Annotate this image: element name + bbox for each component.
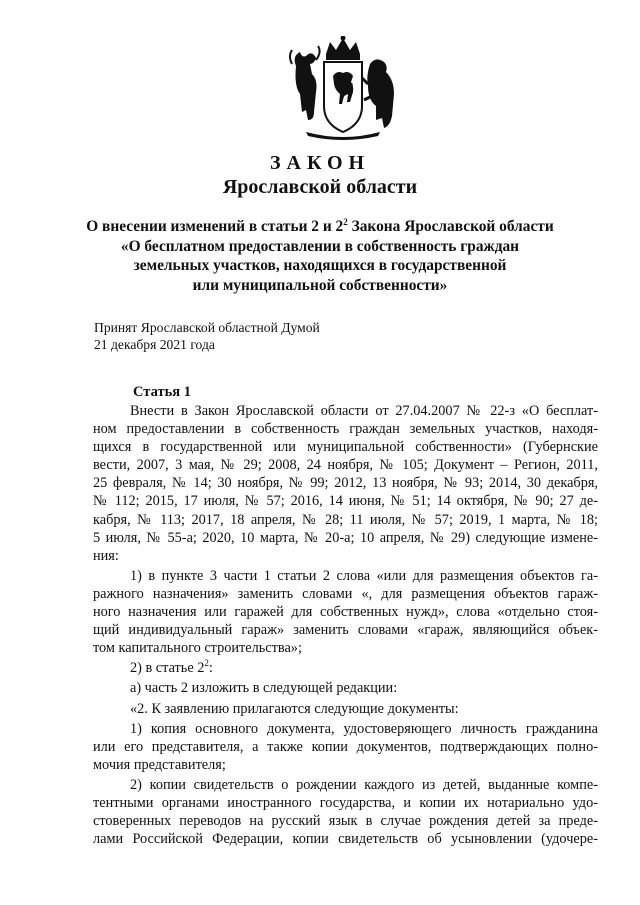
amendment-item-2a: а) часть 2 изложить в следующей редакции: bbox=[130, 680, 398, 697]
text-line: стоверенных переводов на русский язык в случае рождения детей за преде- bbox=[93, 813, 598, 830]
text-line: 1) в пункте 3 части 1 статьи 2 слова «или для размещения объектов га- bbox=[130, 567, 598, 584]
text-line: ном предоставлении в собственность граждан земельных участков, находя- bbox=[93, 421, 598, 438]
law-name-line1: О внесении изменений в статьи 2 и $2^2$ Закона Ярославской области bbox=[86, 217, 554, 235]
article-heading: Статья 1 bbox=[133, 384, 191, 400]
text-line: Внести в Закон Ярославской области от 27.04.2007 № 22-з «О бесплат- bbox=[130, 403, 598, 419]
text-line: щий индивидуальный гараж» заменить словами «гараж, являющийся объек- bbox=[93, 622, 598, 639]
text-line: ного назначения или гаражей для собственных нужд», слова «отдельно стоя- bbox=[93, 604, 598, 621]
coat-of-arms-emblem bbox=[286, 36, 400, 140]
law-name-line2: «О бесплатном предоставлении в собственность граждан bbox=[120, 237, 520, 255]
text-line: кабря, № 113; 2017, 18 апреля, № 28; 11 июля, № 57; 2019, 1 марта, № 18; bbox=[93, 511, 598, 528]
article-intro-paragraph bbox=[93, 402, 598, 565]
law-name-line4: или муниципальной собственности» bbox=[192, 276, 448, 294]
text-line: 25 февраля, № 14; 30 ноября, № 99; 2012, 13 ноября, № 93; 2014, 30 декабря, bbox=[93, 475, 598, 492]
text-line: 1) копия основного документа, удостоверяющего личность гражданина bbox=[130, 720, 598, 737]
text-line: 2) копии свидетельств о рождении каждого из детей, выданные компе- bbox=[130, 776, 598, 793]
law-title: ЗАКОН bbox=[269, 152, 371, 174]
text-line: лами Российской Федерации, копии свидетельств об усыновлении (удочере- bbox=[93, 831, 598, 848]
text-line: ражного назначения» заменить словами «, для размещения объектов гараж- bbox=[93, 585, 598, 602]
quoted-part-2: «2. К заявлению прилагаются следующие документы: bbox=[130, 700, 459, 717]
law-name-line3: земельных участков, находящихся в государственной bbox=[133, 257, 507, 274]
adoption-info bbox=[94, 319, 320, 353]
law-name bbox=[60, 217, 580, 295]
adoption-body: Принят Ярославской областной Думой bbox=[94, 320, 320, 335]
document-item-1 bbox=[93, 720, 598, 774]
text-line: 5 июля, № 55-а; 2020, 10 марта, № 20-а; 10 апреля, № 29) следующие измене- bbox=[93, 529, 598, 546]
text-line: том капитального строительства»; bbox=[93, 640, 302, 657]
text-line: щихся в государственной или муниципальной собственности» (Губернские bbox=[93, 439, 598, 456]
text-line: или его представителя, а также копии документов, подтверждающих полно- bbox=[93, 738, 598, 755]
text-line: мочия представителя; bbox=[93, 756, 226, 773]
amendment-item-2: 2) в статье $2^2$: bbox=[130, 658, 213, 677]
article-body bbox=[93, 402, 598, 848]
text-line: тентными органами иностранного государства, и копии их нотариально удо- bbox=[93, 794, 598, 811]
document-item-2 bbox=[93, 776, 598, 848]
text-line: вести, 2007, 3 мая, № 29; 2008, 24 ноября, № 105; Документ – Регион, 2011, bbox=[93, 457, 598, 474]
adoption-date: 21 декабря 2021 года bbox=[94, 337, 215, 352]
text-line: ния: bbox=[93, 547, 119, 564]
amendment-item-1 bbox=[93, 567, 598, 657]
law-region: Ярославской области bbox=[222, 176, 418, 198]
text-line: № 112; 2015, 17 июля, № 57; 2016, 14 июня, № 51; 14 октября, № 90; 27 де- bbox=[93, 493, 598, 510]
